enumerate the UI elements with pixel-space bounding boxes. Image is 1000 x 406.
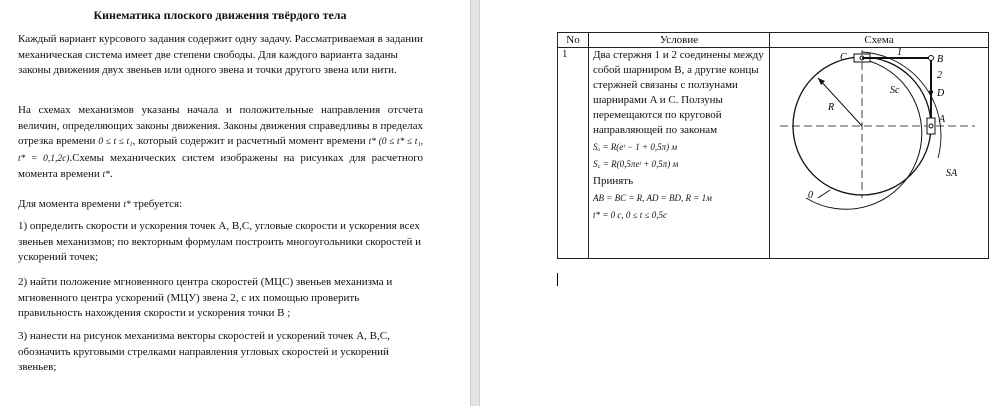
given-time: t* = 0 c, 0 ≤ t ≤ 0,5c — [593, 210, 667, 220]
origin-marker — [818, 190, 830, 198]
point-d — [929, 90, 933, 94]
accept-label: Принять — [593, 175, 634, 187]
law-slider-c: S꜀ = R(0,5πeᵗ + 0,5π) м — [593, 159, 679, 169]
math-t-star-2: t* — [123, 200, 131, 210]
document-page-left — [0, 0, 470, 406]
task-table — [557, 32, 989, 259]
paragraph-schemes-text-b: , который содержит и расчетный момент времени — [132, 135, 366, 147]
row-number: 1 — [558, 48, 589, 259]
label-sa: SA — [946, 168, 958, 179]
paragraph-item-3: 3) нанести на рисунок механизма векторы скоростей и ускорений точек A, B,C, обозначить круговыми стрелками направления угловых скоростей и ускорений звеньев; — [18, 330, 390, 373]
math-time-interval: 0 ≤ t ≤ t₁ — [98, 137, 133, 147]
law-slider-a: Sₐ = R(eᵗ − 1 + 0,5π) м — [593, 142, 678, 152]
math-t-star: t* — [102, 170, 110, 180]
label-a: A — [939, 114, 946, 125]
given-geometry: AB = BC = R, AD = BD, R = 1м — [593, 193, 712, 203]
paragraph-required — [18, 197, 423, 214]
header-condition: Условие — [589, 33, 770, 48]
label-1: 1 — [897, 48, 902, 58]
label-d: D — [937, 88, 945, 99]
paragraph-schemes-text-a: На схемах механизмов указаны начала и положительные направления отсчета величин, определяющих законы движения. Законы движения справедливы в пределах отрезка времени — [18, 104, 423, 147]
paragraph-schemes — [18, 103, 423, 184]
document-title: Кинематика плоского движения твёрдого тела — [93, 8, 347, 22]
label-origin: 0 — [808, 190, 813, 201]
paragraph-schemes-text-d: . — [109, 168, 113, 180]
paragraph-required-text-b: требуется: — [133, 198, 183, 210]
label-b: B — [937, 54, 944, 65]
label-2: 2 — [937, 70, 942, 81]
math-calc-time: t* (0 ≤ t* ≤ t₁, t* = 0,1,2c) — [18, 137, 424, 164]
text-cursor — [557, 273, 558, 286]
scheme-cell — [770, 48, 989, 259]
mechanism-diagram — [770, 48, 988, 258]
table-header-row — [558, 33, 989, 48]
header-scheme: Схема — [770, 33, 989, 48]
condition-cell — [589, 48, 770, 259]
paragraph-item-1: 1) определить скорости и ускорения точек A, B,C, угловые скорости и ускорения всех звеньев механизмов; по векторным формулам построить многоугольники скоростей и ускорений точек; — [18, 220, 421, 263]
hinge-a — [929, 124, 933, 128]
header-no: No — [558, 33, 589, 48]
paragraph-intro: Каждый вариант курсового задания содержит одну задачу. Рассматриваемая в задании механическая система имеет две степени свободы. Для каждого варианта заданы законы движения двух звеньев или одного звена и точки другого звена или нити. — [18, 33, 423, 76]
table-row — [558, 48, 989, 259]
paragraph-schemes-text-c: .Схемы механических систем изображены на рисунках для расчетного момента времени — [18, 151, 423, 180]
label-c: C — [840, 52, 847, 63]
label-r: R — [828, 102, 835, 113]
document-page-right — [480, 0, 1000, 406]
page-separator — [470, 0, 480, 406]
hinge-b — [929, 56, 934, 61]
paragraph-required-text-a: Для момента времени — [18, 198, 121, 210]
condition-text: Два стержня 1 и 2 соединены между собой шарниром B, а другие концы стержней связаны с ползунами шарнирами A и C. Ползуны перемещаются по круговой направляющей по законам — [593, 49, 764, 136]
radius-line — [818, 78, 862, 126]
paragraph-item-2: 2) найти положение мгновенного центра скоростей (МЦС) звеньев механизма и мгновенного центра ускорений (МЦУ) звена 2, с их помощью проверить правильность нахождения скорости и ускорения точки B ; — [18, 276, 393, 319]
label-sc: Sc — [890, 85, 900, 96]
